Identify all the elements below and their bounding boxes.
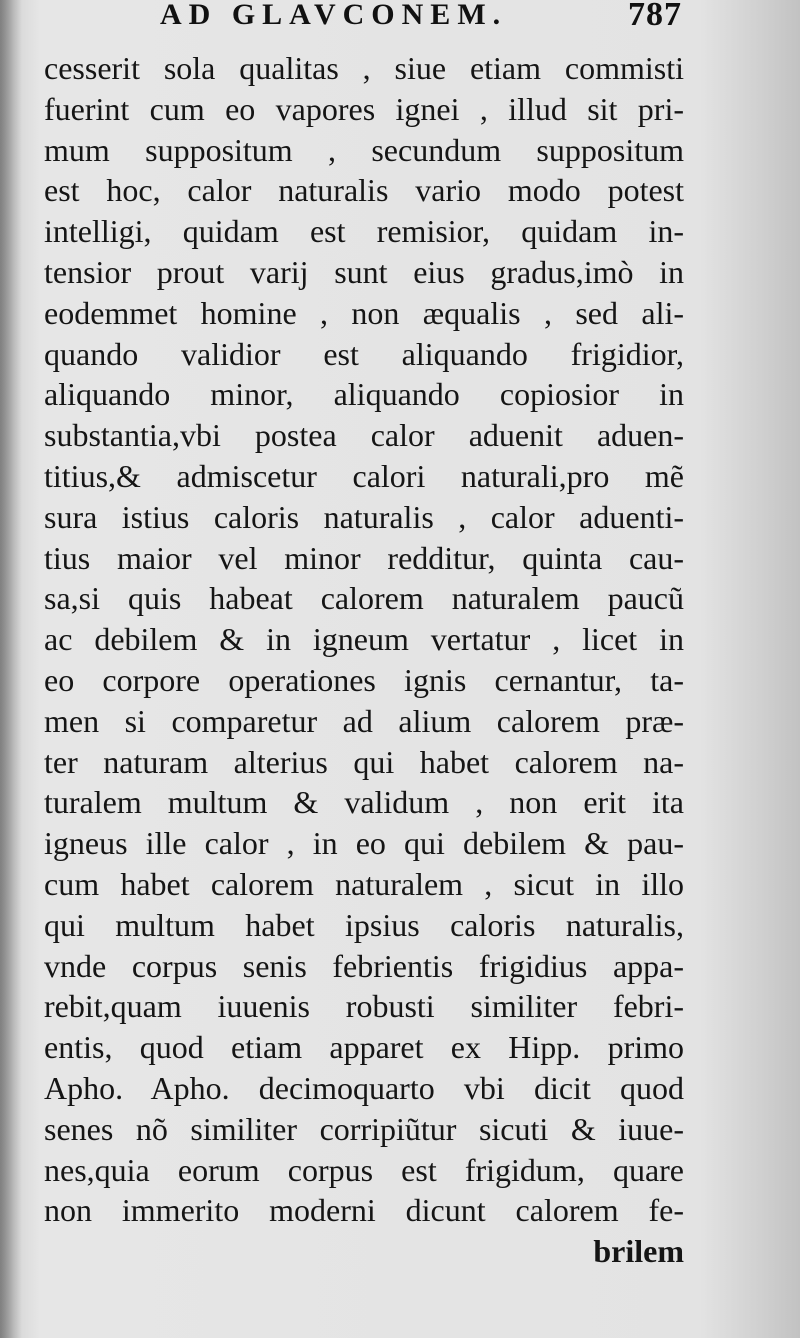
text-line: fuerint cum eo vapores ignei , illud sit pri- [44,90,684,127]
text-line: aliquando minor, aliquando copiosior in [44,376,684,413]
catchword: brilem [593,1233,684,1270]
text-line: ter naturam alterius qui habet calorem na- [44,743,684,780]
text-line: eodemmet homine , non æqualis , sed ali- [44,294,684,331]
text-line: Apho. Apho. decimoquarto vbi dicit quod [44,1069,684,1106]
spine-shadow [0,0,22,1338]
text-line: men si comparetur ad alium calorem præ- [44,702,684,739]
text-line: est hoc, calor naturalis vario modo potest [44,172,684,209]
page-number: 787 [628,0,682,33]
text-line: vnde corpus senis febrientis frigidius appa- [44,947,684,984]
text-line: quando validior est aliquando frigidior, [44,335,684,372]
text-line: qui multum habet ipsius caloris naturalis, [44,906,684,943]
text-line: cesserit sola qualitas , siue etiam commisti [44,50,684,86]
running-head: AD GLAVCONEM. [160,0,508,31]
text-line: non immerito moderni dicunt calorem fe- [44,1192,684,1229]
text-line: tensior prout varij sunt eius gradus,imò in [44,253,684,290]
text-line: entis, quod etiam apparet ex Hipp. primo [44,1029,684,1066]
text-line: igneus ille calor , in eo qui debilem & pau- [44,825,684,862]
text-line: senes nõ similiter corripiũtur sicuti & iuue- [44,1110,684,1147]
text-line: intelligi, quidam est remisior, quidam in- [44,213,684,250]
text-line: substantia,vbi postea calor aduenit aduen- [44,417,684,454]
text-line: ac debilem & in igneum vertatur , licet in [44,621,684,658]
text-line: sura istius caloris naturalis , calor aduenti- [44,498,684,535]
text-line: turalem multum & validum , non erit ita [44,784,684,821]
text-line: sa,si quis habeat calorem naturalem paucũ [44,580,684,617]
text-block [44,48,684,1272]
text-line: rebit,quam iuuenis robusti similiter febri- [44,988,684,1025]
text-line: eo corpore operationes ignis cernantur, ta- [44,661,684,698]
text-line: cum habet calorem naturalem , sicut in illo [44,865,684,902]
text-line: nes,quia eorum corpus est frigidum, quare [44,1151,684,1188]
text-line: titius,& admiscetur calori naturali,pro mẽ [44,457,684,494]
text-line: tius maior vel minor redditur, quinta cau- [44,539,684,576]
text-line: mum suppositum , secundum suppositum [44,131,684,168]
